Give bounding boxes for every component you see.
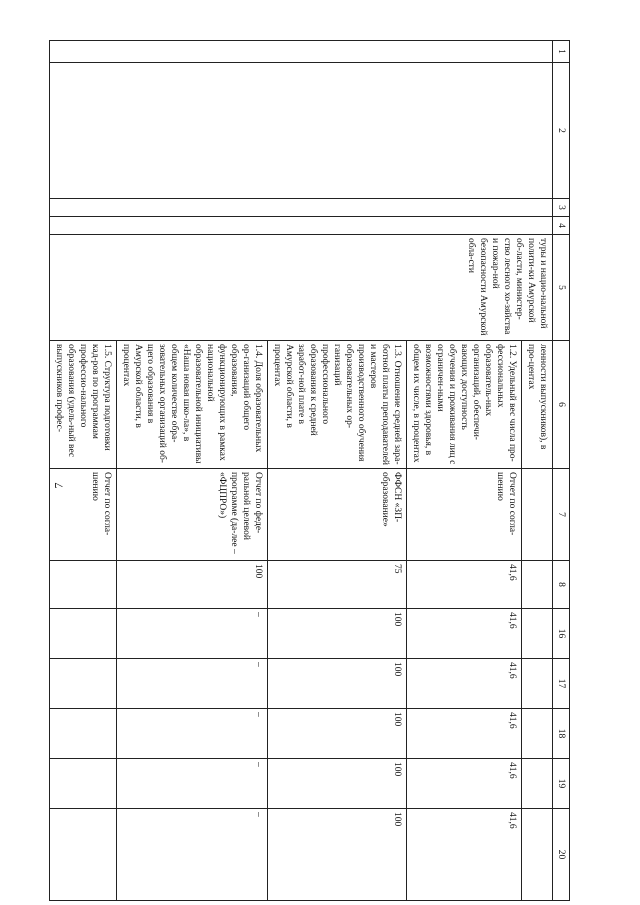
cell-indicator: 1.5. Структура подготовки кад-ров по программам профессио-нального образования (удель-ный вес выпускников профес-: [50, 341, 117, 469]
cell-col4: [50, 217, 553, 235]
cell-value: 41,6: [407, 809, 522, 901]
table-row: [522, 41, 553, 901]
cell-value: –: [117, 659, 268, 709]
col-header: 8: [553, 561, 570, 609]
indicators-table: [49, 40, 570, 901]
col-header: 3: [553, 199, 570, 217]
cell-value: 100: [268, 809, 407, 901]
col-header: 2: [553, 63, 570, 199]
col-header: 20: [553, 809, 570, 901]
cell-value: –: [117, 759, 268, 809]
cell-source: Отчет по согла-шению: [407, 469, 522, 561]
col-header: 17: [553, 659, 570, 709]
col-header: 1: [553, 41, 570, 63]
cell-col1: [50, 41, 553, 63]
cell-value: [50, 809, 117, 901]
cell-value: 100: [268, 759, 407, 809]
cell-value: –: [117, 809, 268, 901]
col-header: 19: [553, 759, 570, 809]
cell-value: [50, 561, 117, 609]
cell-value: –: [117, 709, 268, 759]
cell-source: ФФСН «ЗП-образование»: [268, 469, 407, 561]
cell-value: 41,6: [407, 659, 522, 709]
col-header: 5: [553, 235, 570, 341]
cell-col3: [50, 199, 553, 217]
page-number: 7: [51, 482, 66, 489]
col-header: 18: [553, 709, 570, 759]
cell-indicator: 1.2. Удельный вес числа про-фессиональных образователь-ных организаций, обеспечи-вающих доступность обучения и проживания лиц с ограничен-ными возможностями здоровья, в общем их числе, в процентах: [407, 341, 522, 469]
cell-value: 100: [268, 659, 407, 709]
cell-value: 41,6: [407, 709, 522, 759]
cell-value: [522, 709, 553, 759]
cell-value: 100: [117, 561, 268, 609]
cell-value: [522, 561, 553, 609]
header-row: [553, 41, 570, 901]
cell-value: [50, 609, 117, 659]
cell-source: [522, 469, 553, 561]
col-header: 4: [553, 217, 570, 235]
cell-value: [522, 609, 553, 659]
cell-source: Отчет по феде-ральной целевой программе (да-лее – «ФЦПРО»): [117, 469, 268, 561]
rotated-table-wrapper: [54, 40, 570, 900]
cell-source: Отчет по согла-шению: [50, 469, 117, 561]
cell-value: 41,6: [407, 561, 522, 609]
cell-value: –: [117, 609, 268, 659]
cell-indicator: ленности выпускников), в про-центах: [522, 341, 553, 469]
cell-indicator: 1.4. Доля образовательных ор-ганизаций общего образования, функционирующих в рамках национальной образовательной инициативы «Наша новая шко-ла», в общем количестве обра-зовательных организаций об-щего образования в Амурской области, в процентах: [117, 341, 268, 469]
cell-value: [50, 759, 117, 809]
cell-value: [522, 809, 553, 901]
cell-value: [50, 709, 117, 759]
col-header: 16: [553, 609, 570, 659]
cell-value: [522, 659, 553, 709]
cell-value: 41,6: [407, 609, 522, 659]
cell-responsible: туры и нацио-нальной полити-ки Амурской об-ласти, министер-ство лесного хо-зяйства и пожар-ной безопасности Амурской обла-сти: [50, 235, 553, 341]
cell-col2: [50, 63, 553, 199]
col-header: 7: [553, 469, 570, 561]
cell-value: [522, 759, 553, 809]
cell-value: 41,6: [407, 759, 522, 809]
cell-indicator: 1.3. Отношение средней зара-ботной платы преподавателей и мастеров производственного обучения образовательных ор-ганизаций профессионального образования к средней заработ-ной плате в Амурской области, в процентах: [268, 341, 407, 469]
col-header: 6: [553, 341, 570, 469]
cell-value: 100: [268, 709, 407, 759]
cell-value: 75: [268, 561, 407, 609]
cell-value: 100: [268, 609, 407, 659]
cell-value: [50, 659, 117, 709]
